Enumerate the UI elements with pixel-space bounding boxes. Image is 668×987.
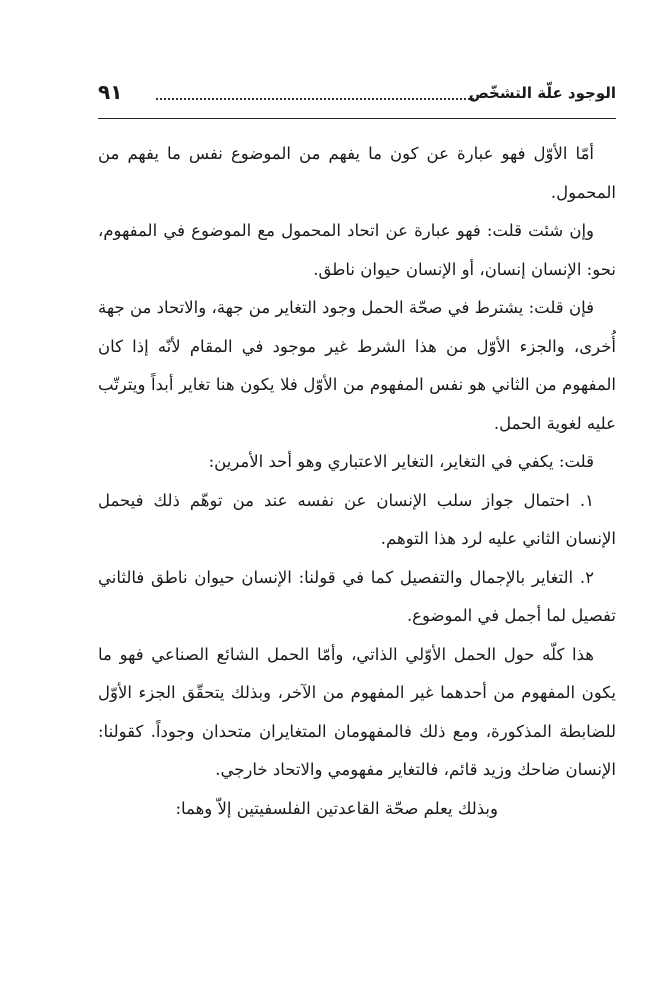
paragraph: فإن قلت: يشترط في صحّة الحمل وجود التغاير من جهة، والاتحاد من جهة أُخرى، والجزء الأوّل من هذا الشرط غير موجود في المقام لأنّه إذا كان المفهوم من الثاني هو نفس المفهوم من الأوّل فلا يكون هنا تغاير أبداً ويترتّب عليه لغوية الحمل. bbox=[98, 298, 616, 433]
paragraph: قلت: يكفي في التغاير، التغاير الاعتباري وهو أحد الأمرين: bbox=[208, 452, 594, 471]
paragraph: وبذلك يعلم صحّة القاعدتين الفلسفيتين إلاّ وهما: bbox=[175, 798, 498, 818]
paragraph: أمّا الأوّل فهو عبارة عن كون ما يفهم من الموضوع نفس ما يفهم من المحمول. bbox=[98, 144, 616, 202]
numbered-paragraph: ٢. التغاير بالإجمال والتفصيل كما في قولنا: الإنسان حيوان ناطق فالثاني تفصيل لما أجمل في الموضوع. bbox=[98, 567, 616, 625]
page-number: ٩١ bbox=[98, 80, 123, 104]
running-title: الوجود علّة التشخّص bbox=[468, 84, 616, 102]
page-header bbox=[98, 82, 616, 112]
numbered-paragraph: ١. احتمال جواز سلب الإنسان عن نفسه عند من توهّم ذلك فيحمل الإنسان الثاني عليه لرد هذا التوهم. bbox=[98, 490, 616, 548]
paragraph: هذا كلّه حول الحمل الأوّلي الذاتي، وأمّا الحمل الشائع الصناعي فهو ما يكون المفهوم من أحدهما غير المفهوم من الآخر، وبذلك يتحقّق الجزء الأوّل للضابطة المذكورة، ومع ذلك فالمفهومان المتغايران متحدان وجوداً. كقولنا: الإنسان ضاحك وزيد قائم، فالتغاير مفهومي والاتحاد خارجي. bbox=[98, 644, 616, 779]
dotted-leader bbox=[156, 98, 474, 100]
header-rule bbox=[98, 118, 616, 119]
page-body bbox=[98, 135, 616, 828]
paragraph: وإن شئت قلت: فهو عبارة عن اتحاد المحمول مع الموضوع في المفهوم، نحو: الإنسان إنسان، أو الإنسان حيوان ناطق. bbox=[98, 221, 616, 279]
